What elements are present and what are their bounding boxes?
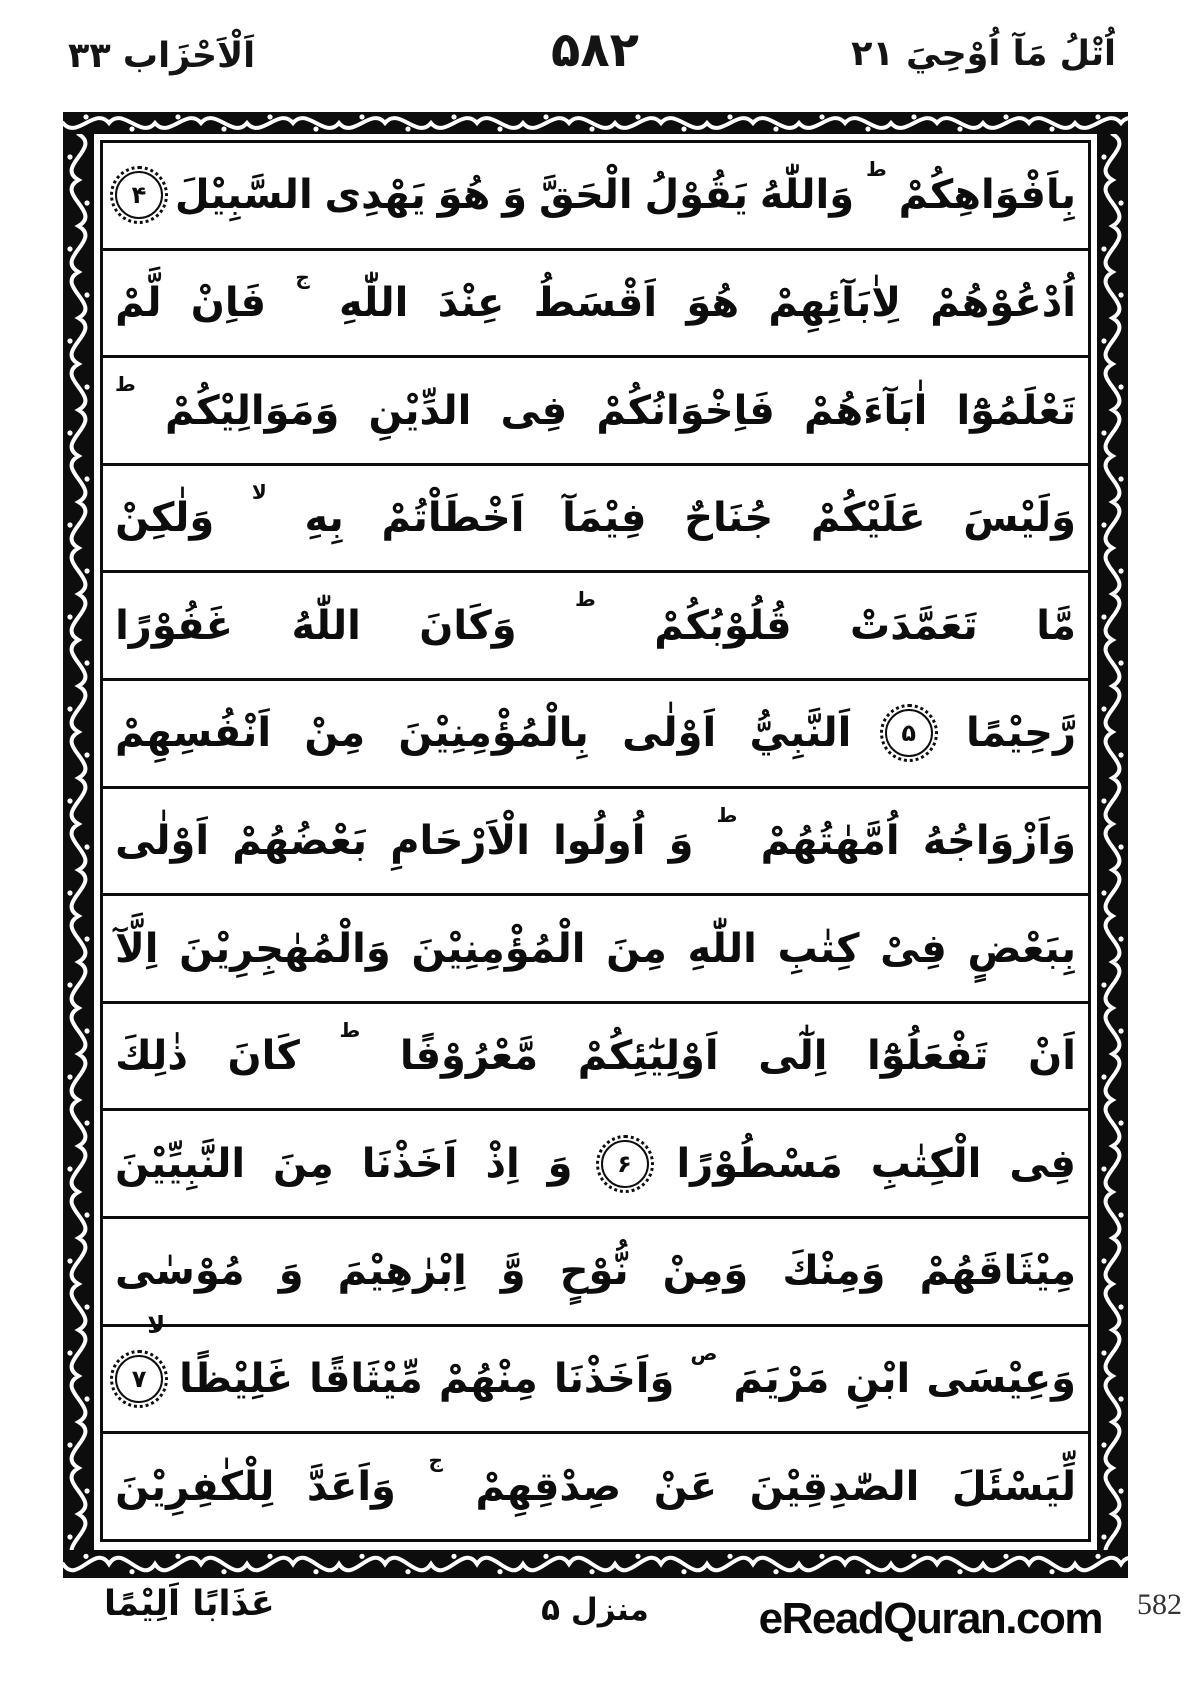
quran-word: فِيْمَآ [562, 495, 647, 542]
quran-word: فِىْ [880, 925, 947, 972]
waqf-mark: ص [690, 1340, 718, 1365]
quran-word: وَاَزْوَاجُهُ [922, 817, 1076, 864]
quran-word: غَفُوْرًا [115, 602, 234, 649]
quran-word: اَوْلٰى [115, 817, 210, 864]
border-ornament-bottom [63, 1550, 1128, 1578]
quran-word: وَاَخَذْنَا [553, 1356, 675, 1402]
quran-word: قُلُوْبُكُمْ [654, 602, 792, 649]
quran-word: اِلَّآ [115, 925, 159, 972]
quran-word: صِدْقِهِمْ [475, 1463, 622, 1510]
ayah-number: ۶ [617, 1149, 632, 1178]
quran-word: الْمُؤْمِنِيْنَ [411, 925, 586, 972]
quran-word: رَّحِيْمًا [965, 710, 1076, 757]
quran-word: اَخْطَاْتُمْ [381, 495, 525, 542]
quran-word: اَلنَّبِيُّ [749, 710, 852, 757]
brand-watermark: eReadQuran.com [758, 1594, 1102, 1643]
mushaf-line [103, 358, 1088, 466]
mushaf-frame [63, 112, 1128, 1578]
quran-word: اَنْفُسِهِمْ [115, 710, 272, 757]
mushaf-line [103, 896, 1088, 1004]
quran-word: بِبَعْضٍ [967, 925, 1076, 972]
ayah-marker [115, 1311, 166, 1403]
waqf-mark: ط [716, 802, 738, 827]
quran-word: اَخَذْنَا [361, 1140, 458, 1187]
quran-word: وَكَانَ [419, 602, 517, 649]
quran-word: يَهْدِى [324, 172, 426, 219]
quran-word: اِبْرٰهِيْمَ [337, 1248, 467, 1295]
quran-word: وَالْمُهٰجِرِيْنَ [179, 925, 391, 972]
catchword-next-page: عَذَابًا اَلِيْمًا [104, 1584, 275, 1624]
border-ornament-top [63, 112, 1128, 134]
ayah-marker [115, 171, 163, 219]
waqf-mark: لا [251, 479, 267, 504]
quran-word: هُوَ [437, 172, 491, 219]
quran-word: وَّ [500, 1248, 526, 1295]
quran-word: مَسْطُوْرًا [676, 1140, 843, 1187]
waqf-mark: ط [115, 372, 136, 397]
quran-word: اُدْعُوْهُمْ [930, 279, 1076, 326]
quran-word: مَّا [1036, 602, 1076, 649]
ayah-marker [601, 1140, 649, 1188]
quran-word: وَ [547, 1140, 573, 1187]
mushaf-line [103, 1219, 1088, 1327]
quran-word: اَوْلٰى [622, 710, 717, 757]
quran-word: اِذْ [485, 1140, 520, 1187]
quran-word: بَعْضُهُمْ [232, 817, 368, 864]
quran-word: الصّٰدِقِيْنَ [749, 1463, 920, 1510]
quran-word: فِى [1009, 1140, 1076, 1187]
quran-word: الْاَرْحَامِ [390, 817, 530, 864]
quran-word: الدِّيْنِ [368, 387, 472, 434]
ayah-marker [885, 709, 933, 757]
quran-word: السَّبِيْلَ [174, 172, 313, 219]
quran-word: مِنْ [304, 710, 366, 757]
quran-word: وَ [502, 172, 528, 219]
quran-word: ابْنِ [845, 1356, 911, 1402]
quran-word: وَلٰكِنْ [115, 495, 215, 542]
mushaf-line [103, 681, 1088, 789]
quran-word: اَوْلِيٰٓئِكُمْ [577, 1033, 719, 1080]
quran-word: وَ [278, 1248, 304, 1295]
surah-name-header: اَلْاَحْزَاب ۳۳ [68, 36, 256, 76]
quran-word: يَقُوْلُ [644, 172, 749, 219]
quran-word: وَ [668, 817, 694, 864]
quran-word: مِّيْثَاقًا [309, 1356, 423, 1402]
quran-word: وَمَوَالِيْكُمْ [164, 387, 340, 434]
quran-word: اٰبَآءَهُمْ [804, 387, 928, 434]
quran-word: تَفْعَلُوْٓا [867, 1033, 989, 1080]
quran-word: ذٰلِكَ [115, 1033, 188, 1080]
quran-word: اَنْ [1028, 1033, 1076, 1080]
quran-word: اللّٰهِ [687, 925, 757, 972]
manzil-label: منزل ۵ [541, 1592, 649, 1628]
quran-word: غَلِيْظًا [179, 1356, 294, 1402]
waqf-sign-above-marker: لا [147, 1311, 166, 1339]
quran-word: بِهِ [304, 495, 344, 542]
quran-word: اَقْسَطُ [533, 279, 658, 326]
quran-word: تَعَمَّدَتْ [850, 602, 978, 649]
quran-word: اُمَّهٰتُهُمْ [760, 817, 900, 864]
quran-word: لِاٰبَآئِهِمْ [768, 279, 901, 326]
ayah-number: ۷ [131, 1365, 147, 1393]
mushaf-line [103, 1111, 1088, 1219]
quran-word: فِى [500, 387, 568, 434]
quran-word: مِنْهُمْ [438, 1356, 538, 1402]
quran-word: مُوْسٰى [115, 1248, 245, 1295]
quran-word: مِنَ [606, 925, 667, 972]
mushaf-line [103, 466, 1088, 574]
quran-word: النَّبِيِّيْنَ [115, 1140, 246, 1187]
quran-word: تَعْلَمُوْٓا [956, 387, 1076, 434]
quran-word: مَّعْرُوْفًا [399, 1033, 539, 1080]
quran-word: بِاَفْوَاهِكُمْ [898, 172, 1076, 219]
mushaf-line [103, 251, 1088, 359]
waqf-mark: ج [295, 264, 310, 289]
quran-word: اُولُوا [553, 817, 646, 864]
quran-word: عَنْ [653, 1463, 718, 1510]
quran-word: فَاِخْوَانُكُمْ [596, 387, 775, 434]
quran-word: وَمِنْ [662, 1248, 749, 1295]
ayah-number: ۵ [901, 719, 916, 748]
quran-word: لِّيَسْئَلَ [951, 1463, 1076, 1510]
waqf-mark: ج [428, 1448, 443, 1473]
quran-word: عَلَيْكُمْ [810, 495, 926, 542]
quran-word: اِلٰٓى [758, 1033, 828, 1080]
border-ornament-left [63, 134, 94, 1550]
quran-word: لَّمْ [115, 279, 162, 326]
quran-word: الْحَقَّ [538, 172, 633, 219]
quran-word: لِلْكٰفِرِيْنَ [115, 1463, 275, 1510]
waqf-mark: ط [865, 157, 887, 181]
mushaf-line [103, 143, 1088, 251]
quran-word: وَلَيْسَ [963, 495, 1076, 542]
page-number-arabic: ۵۸۲ [551, 22, 639, 78]
waqf-mark: ط [575, 587, 596, 612]
juz-title-header: اُتْلُ مَآ اُوْحِيَ ۲۱ [851, 34, 1116, 74]
quran-word: فَاِنْ [190, 279, 267, 326]
quran-word: وَاللّٰهُ [759, 172, 855, 219]
mushaf-line [103, 1434, 1088, 1539]
ayah-number: ۴ [131, 181, 147, 210]
quran-word: بِالْمُؤْمِنِيْنَ [398, 710, 589, 757]
quran-word: الْكِتٰبِ [870, 1140, 982, 1187]
quran-word: نُّوْحٍ [559, 1248, 629, 1295]
quran-word: هُوَ [686, 279, 740, 326]
quran-word: جُنَاحٌ [684, 495, 774, 542]
page-number-latin: 582 [1137, 1588, 1182, 1621]
mushaf-line [103, 789, 1088, 897]
mushaf-text-area [100, 140, 1091, 1542]
quran-word: اللّٰهُ [291, 602, 361, 649]
waqf-mark: ط [339, 1017, 361, 1042]
mushaf-line [103, 573, 1088, 681]
quran-word: وَاَعَدَّ [306, 1463, 396, 1510]
quran-word: وَمِنْكَ [782, 1248, 886, 1295]
quran-word: مِنَ [273, 1140, 334, 1187]
quran-word: اللّٰهِ [339, 279, 409, 326]
quran-word: كِتٰبِ [777, 925, 860, 972]
border-ornament-right [1097, 134, 1128, 1550]
quran-word: مَرْيَمَ [733, 1356, 830, 1402]
quran-word: وَعِيْسَى [926, 1356, 1076, 1402]
mushaf-line [103, 1311, 1088, 1435]
quran-word: مِيْثَاقَهُمْ [919, 1248, 1076, 1295]
quran-word: عِنْدَ [437, 279, 505, 326]
mushaf-line [103, 1004, 1088, 1112]
quran-word: كَانَ [227, 1033, 300, 1080]
